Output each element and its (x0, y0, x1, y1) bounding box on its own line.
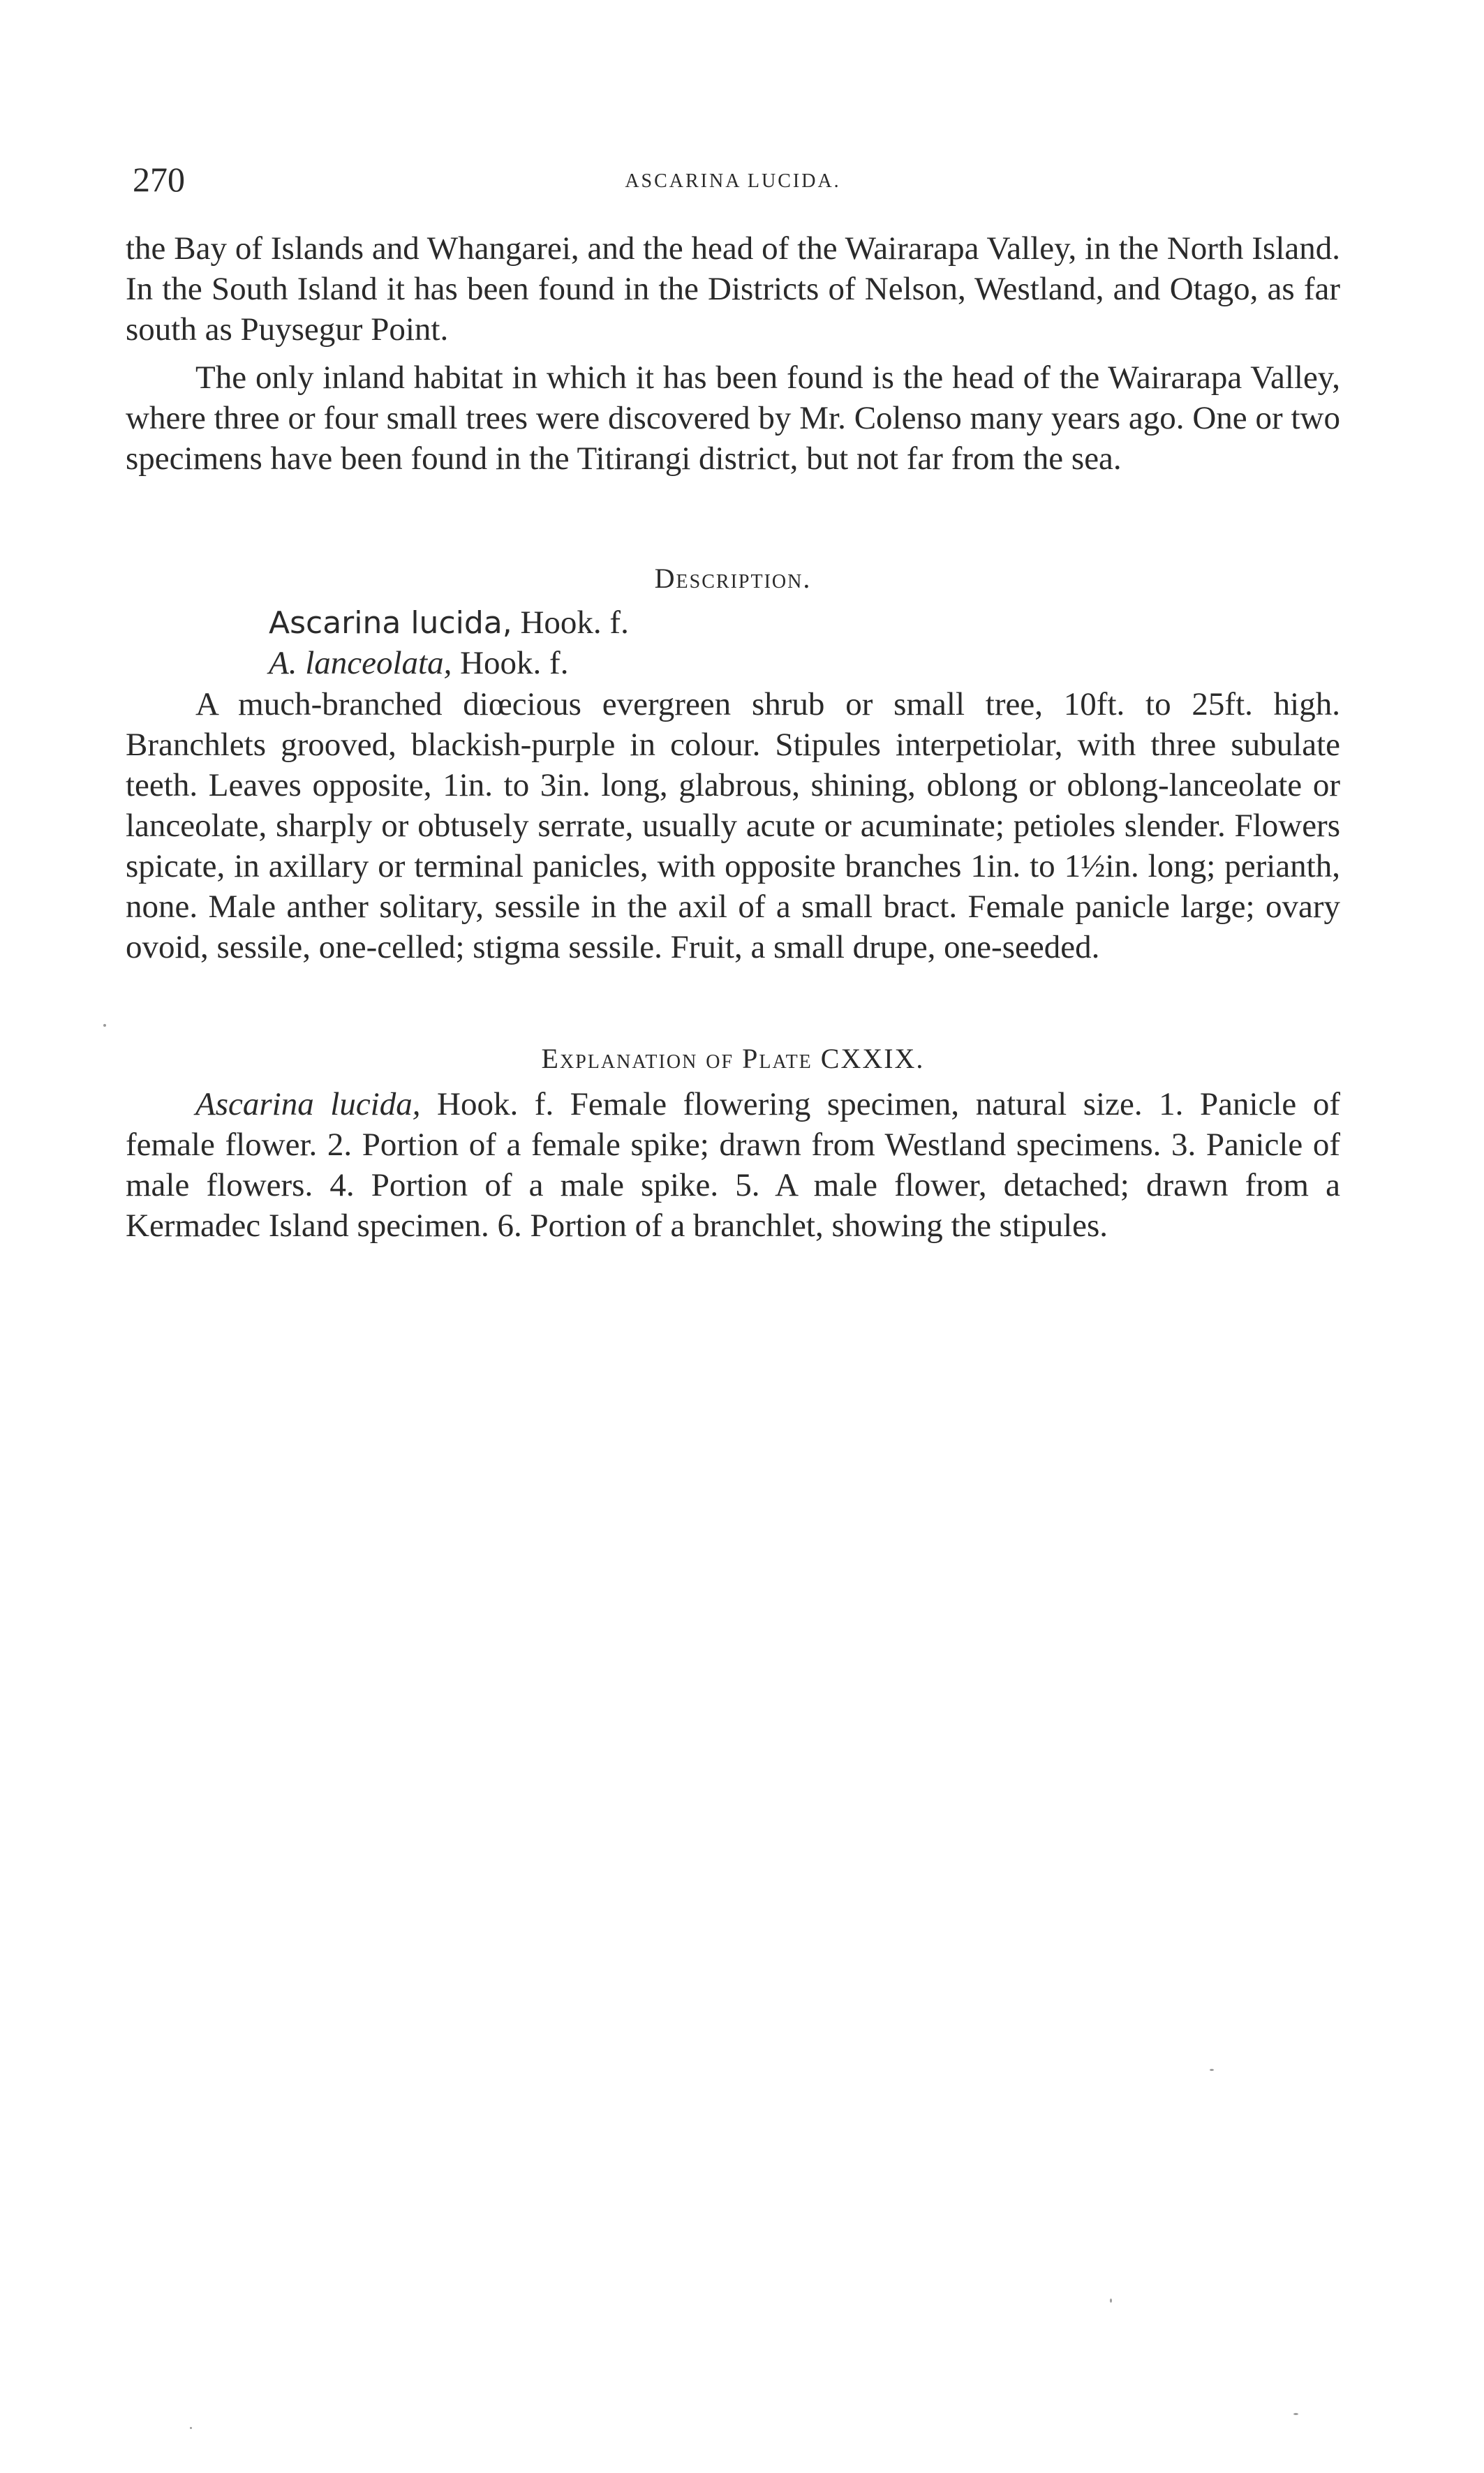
synonym-author: Hook. f. (452, 645, 569, 681)
plate-heading: Explanation of Plate CXXIX. (541, 1043, 925, 1074)
description-text: A much-branched diœcious evergreen shrub or small tree, 10ft. to 25ft. high. Branchlets grooved, blackish-purple in colour. Stipules interpetiolar, with three subulate teeth. Leaves opposite, 1in. to 3in. long, glabrous, shining, oblong or oblong-lanceolate or lanceolate, sharply or obtusely serrate, usually acute or acuminate; petioles slender. Flowers spicate, in axillary or terminal panicles, with opposite branches 1in. to 1½in. long; perianth, none. Male anther solitary, sessile in the axil of a small bract. Female panicle large; ovary ovoid, sessile, one-celled; stigma sessile. Fruit, a small drupe, one-seeded. (126, 686, 1340, 965)
species-name-line (269, 602, 629, 644)
plate-text: Hook. f. Female flowering specimen, natural size. 1. Panicle of female flower. 2. Portion of a female spike; drawn from Westland specimens. 3. Panicle of male flowers. 4. Portion of a male spike. 5. A male flower, detached; drawn from a Kermadec Island specimen. 6. Portion of a branchlet, showing the stipules. (126, 1086, 1340, 1244)
scan-speck (1210, 2069, 1214, 2071)
running-title: ASCARINA LUCIDA. (625, 170, 841, 192)
running-head (126, 159, 1340, 201)
plate-species: Ascarina lucida, (195, 1086, 421, 1122)
intro-paragraph-second (126, 357, 1340, 479)
scan-speck (1293, 2413, 1298, 2415)
scan-speck (1110, 2299, 1112, 2303)
species-author: Hook. f. (512, 604, 629, 641)
intro-paragraph-continued (126, 228, 1340, 350)
description-block (126, 684, 1340, 967)
scan-speck (103, 1024, 106, 1027)
plate-explanation-block (126, 1084, 1340, 1246)
intro-paragraph-2: The only inland habitat in which it has been found is the head of the Wairarapa Valley, where three or four small trees were discovered by Mr. Colenso many years ago. One or two specimens have been found in the Titirangi district, but not far from the sea. (126, 359, 1340, 477)
synonym-name: A. lanceolata, (269, 645, 452, 681)
intro-paragraph-1: the Bay of Islands and Whangarei, and the head of the Wairarapa Valley, in the North Island. In the South Island it has been found in the Districts of Nelson, Westland, and Otago, as far south as Puysegur Point. (126, 230, 1340, 348)
scan-speck (190, 2427, 192, 2429)
synonym-line (269, 643, 568, 683)
plate-explanation (126, 1084, 1340, 1246)
species-name: Ascarina lucida, (269, 605, 512, 641)
description-heading: Description. (654, 563, 812, 594)
page-number: 270 (133, 160, 185, 199)
